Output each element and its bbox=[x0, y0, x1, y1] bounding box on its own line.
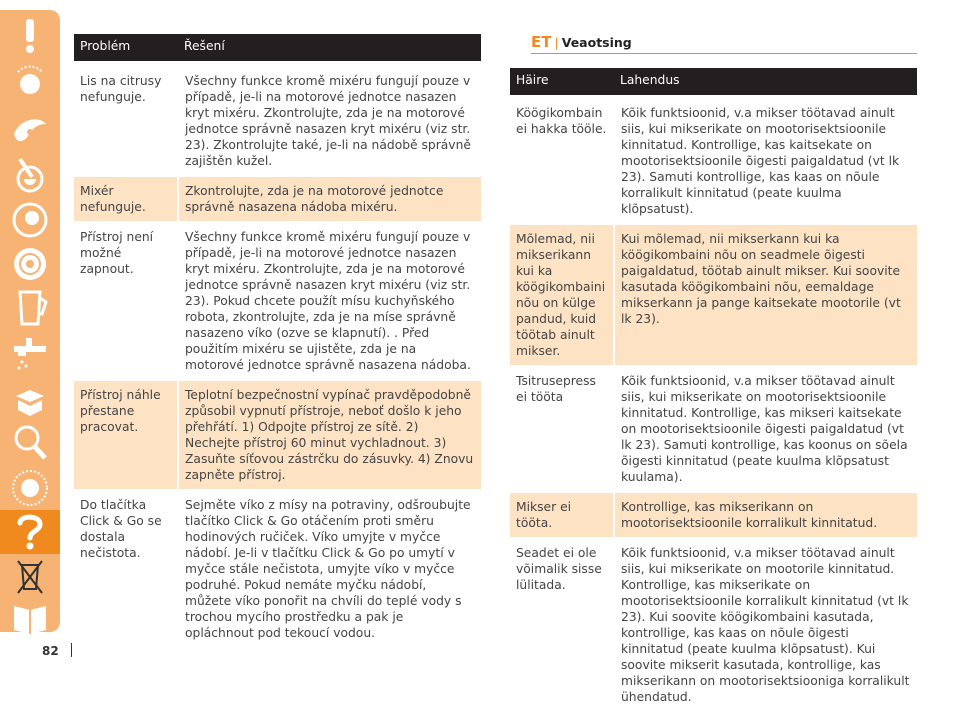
question-mark-icon[interactable] bbox=[0, 510, 60, 554]
slicing-disc-icon[interactable] bbox=[10, 244, 50, 284]
cz-problem-cell: Do tlačítka Click & Go se dostala nečistota. bbox=[74, 490, 178, 647]
table-row bbox=[510, 366, 917, 492]
click-and-go-icon[interactable] bbox=[10, 62, 50, 102]
table-row bbox=[74, 176, 481, 222]
et-problem-cell: Köögikombain ei hakka tööle. bbox=[510, 96, 614, 224]
table-row bbox=[74, 62, 481, 176]
et-header-separator: | bbox=[554, 35, 559, 50]
et-problem-cell: Tsitrusepress ei tööta bbox=[510, 366, 614, 492]
cz-solution-cell: Teplotní bezpečnostní vypínač pravděpodobně způsobil vypnutí přístroje, neboť došlo k jeho přehřátí. 1) Odpojte přístroj ze sítě. 2) Nechejte přístroj 60 minut vychladnout. 3) Zasuňte síťovou zástrčku do zásuvky. 4) Znovu zapněte přístroj. bbox=[178, 380, 481, 490]
et-problem-cell: Mikser ei tööta. bbox=[510, 492, 614, 538]
et-header-rule bbox=[531, 53, 917, 54]
tap-water-icon[interactable] bbox=[10, 332, 50, 372]
et-solution-cell: Kõik funktsioonid, v.a mikser töötavad ainult siis, kui mikserikate on mootorile kinnitatud. Kontrollige, kas mikserikate on mootorisektsioonile korralikult kinnitatud (vt lk 23). Kui soovite köögikombaini kasutada, kontrollige, kas kaas on nõule õigesti kinnitatud (peate kuulma klõpsatust). Kui soovite mikserit kasutada, kontrollige, kas mikserikann on mootorisektsiooniga korralikult ühendatud. bbox=[614, 538, 917, 711]
grater-disc-icon[interactable] bbox=[10, 200, 50, 240]
table-row bbox=[510, 538, 917, 711]
table-row bbox=[74, 222, 481, 380]
et-header-problem: Häire bbox=[510, 68, 614, 96]
exclamation-icon[interactable] bbox=[10, 16, 50, 56]
cz-troubleshooting-table bbox=[74, 34, 481, 647]
table-row bbox=[74, 380, 481, 490]
disposal-bin-icon[interactable] bbox=[10, 556, 50, 596]
cz-header-solution: Řešení bbox=[178, 34, 481, 62]
cz-solution-cell: Sejměte víko z mísy na potraviny, odšroubujte tlačítko Click & Go otáčením proti směru hodinových ručiček. Víko umyjte v myčce nádobí. Je-li v tlačítku Click & Go po umytí v myčce stále nečistota, umyjte víko v myčce podruhé. Pokud nemáte myčku nádobí, můžete víko ponořit na chvíli do teplé vody s trochou mycího prostředku a pak je opláchnout pod tekoucí vodou. bbox=[178, 490, 481, 647]
cz-problem-cell: Přístroj náhle přestane pracovat. bbox=[74, 380, 178, 490]
et-problem-cell: Mõlemad, nii mikserikann kui ka köögikombaini nõu on külge pandud, kuid töötab ainult mikser. bbox=[510, 224, 614, 366]
recipe-book-icon[interactable] bbox=[10, 598, 50, 638]
et-section-title: Veaotsing bbox=[561, 35, 632, 50]
chapter-sidebar bbox=[0, 10, 60, 632]
cz-problem-cell: Přístroj není možné zapnout. bbox=[74, 222, 178, 380]
cz-solution-cell: Všechny funkce kromě mixéru fungují pouze v případě, je-li na motorové jednotce nasazen kryt mixéru. Zkontrolujte, zda je na motorové jednotce správně nasazen kryt mixéru (viz str. 23). Pokud chcete použít mísu kuchyňského robota, zkontrolujte, zda je na míse správně nasazeno víko (ozve se klapnutí). . Před použitím mixéru se ujistěte, zda je na motorové jednotce správně nasazena nádoba. bbox=[178, 222, 481, 380]
table-row bbox=[510, 224, 917, 366]
storage-box-icon[interactable] bbox=[10, 378, 50, 418]
table-row bbox=[510, 492, 917, 538]
et-section-header bbox=[531, 33, 632, 51]
et-solution-cell: Kõik funktsioonid, v.a mikser töötavad ainult siis, kui mikserikate on mootorisektsioonile kinnitatud. Kontrollige, kas mikseri kaitsekate on mootorisektsioonile õigesti paigaldatud (vt lk 23). Samuti kontrollige, kas koonus on sõela õigesti kinnitatud (peate kuulma klõpsatust kuulama). bbox=[614, 366, 917, 492]
cz-problem-cell: Mixér nefunguje. bbox=[74, 176, 178, 222]
citrus-press-icon[interactable] bbox=[10, 155, 50, 195]
cz-header-problem: Problém bbox=[74, 34, 178, 62]
magnifier-icon[interactable] bbox=[10, 422, 50, 462]
food-processor-knife-icon[interactable] bbox=[10, 110, 50, 150]
et-solution-cell: Kõik funktsioonid, v.a mikser töötavad ainult siis, kui mikserikate on mootorisektsioonile kinnitatud. Kontrollige, kas kaitsekate on mootorisektsioonile õigesti paigaldatud (vt lk 23). Samuti kontrollige, kas kaas on nõule korralikult kinnitatud (peate kuulma klõpsatust). bbox=[614, 96, 917, 224]
et-problem-cell: Seadet ei ole võimalik sisse lülitada. bbox=[510, 538, 614, 711]
et-header-solution: Lahendus bbox=[614, 68, 917, 96]
blender-jug-icon[interactable] bbox=[10, 288, 50, 328]
et-solution-cell: Kontrollige, kas mikserikann on mootorisektsioonile korralikult kinnitatud. bbox=[614, 492, 917, 538]
page-number-divider bbox=[71, 643, 72, 657]
et-solution-cell: Kui mõlemad, nii mikserkann kui ka köögikombaini nõu on seadmele õigesti paigaldatud, töötab ainult mikser. Kui soovite kasutada köögikombaini nõu, eemaldage mikserkann ja pange kaitsekate mootorile (vt lk 23). bbox=[614, 224, 917, 366]
et-troubleshooting-table bbox=[510, 68, 917, 711]
page-number: 82 bbox=[42, 644, 59, 658]
cz-solution-cell: Zkontrolujte, zda je na motorové jednotce správně nasazena nádoba mixéru. bbox=[178, 176, 481, 222]
et-language-code: ET bbox=[531, 33, 552, 51]
cz-problem-cell: Lis na citrusy nefunguje. bbox=[74, 62, 178, 176]
worldwide-guarantee-icon[interactable] bbox=[10, 468, 50, 508]
table-row bbox=[74, 490, 481, 647]
cz-solution-cell: Všechny funkce kromě mixéru fungují pouze v případě, je-li na motorové jednotce nasazen kryt mixéru. Zkontrolujte, zda je na motorové jednotce správně nasazen kryt mixéru (viz str. 23). Zkontrolujte také, je-li na nádobě správně zajištěn kužel. bbox=[178, 62, 481, 176]
table-row bbox=[510, 96, 917, 224]
